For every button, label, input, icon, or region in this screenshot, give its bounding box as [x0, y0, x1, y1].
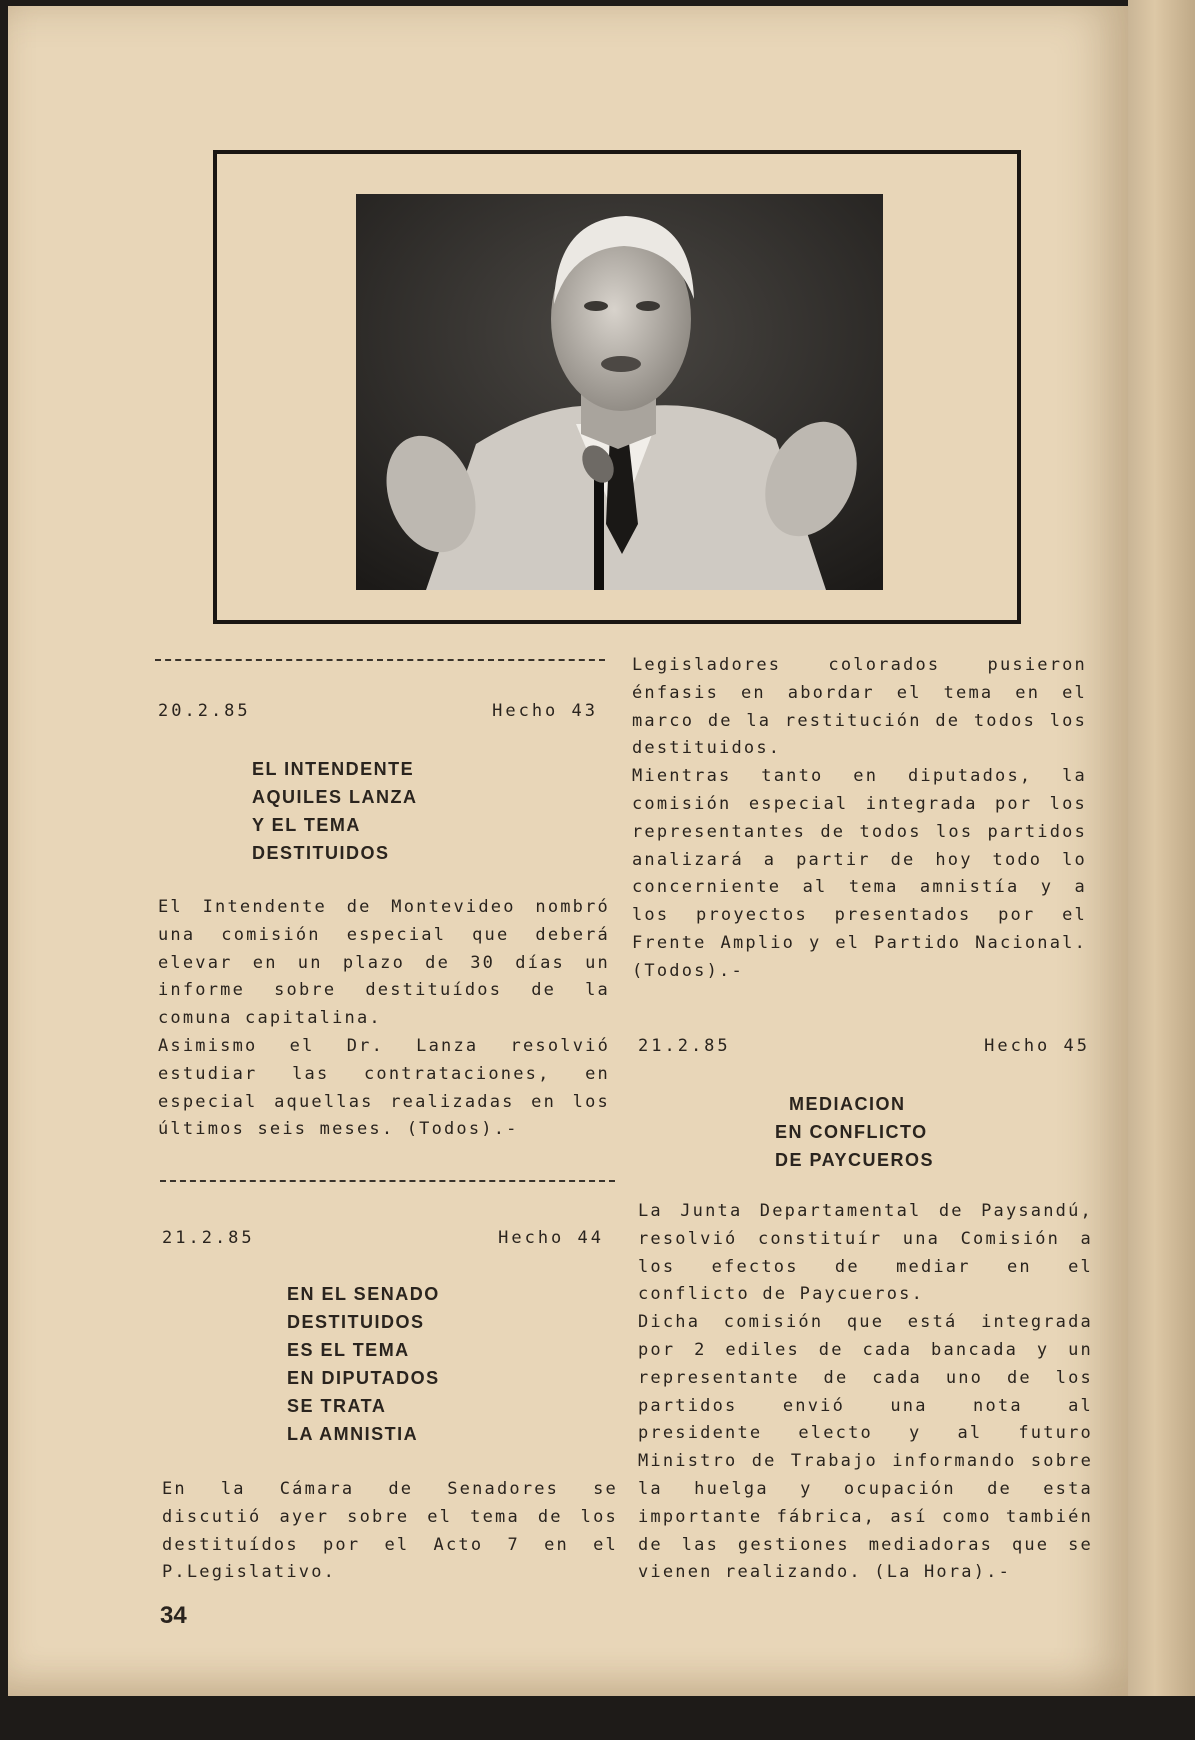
article-number: Hecho 44	[498, 1228, 604, 1248]
paragraph: La Junta Departamental de Paysandú, resolvió constituír una Comisión a los efectos de mediar en el conflicto de Paycueros.	[638, 1201, 1093, 1305]
article-44-headline	[287, 1280, 440, 1448]
article-43-headline	[252, 755, 418, 867]
article-number: Hecho 45	[984, 1036, 1090, 1056]
headline-line: EN CONFLICTO	[775, 1122, 928, 1142]
headline-line: SE TRATA	[287, 1396, 387, 1416]
section-divider	[155, 659, 605, 661]
article-date: 21.2.85	[162, 1228, 255, 1248]
article-45-body	[638, 1198, 1093, 1587]
adjacent-page-edge	[1128, 0, 1195, 1740]
article-date: 20.2.85	[158, 701, 251, 721]
section-divider	[160, 1180, 615, 1182]
headline-line: DESTITUIDOS	[287, 1312, 425, 1332]
paragraph: El Intendente de Montevideo nombró una comisión especial que deberá elevar en un plazo de 30 días un informe sobre destituídos de la comuna capitalina.	[158, 897, 610, 1029]
article-45-dateline	[638, 1036, 1090, 1056]
headline-line: EN DIPUTADOS	[287, 1368, 440, 1388]
headline-line: AQUILES LANZA	[252, 787, 418, 807]
paragraph: Asimismo el Dr. Lanza resolvió estudiar las contrataciones, en especial aquellas realizadas en los últimos seis meses. (Todos).-	[158, 1035, 610, 1140]
headline-line: ES EL TEMA	[287, 1340, 410, 1360]
headline-line: EN EL SENADO	[287, 1284, 440, 1304]
article-43-body	[158, 894, 610, 1144]
article-44-body	[162, 1476, 618, 1587]
article-44-dateline	[162, 1228, 604, 1248]
article-number: Hecho 43	[492, 701, 598, 721]
page-number: 34	[160, 1602, 187, 1629]
article-44-continued-body	[632, 652, 1087, 986]
headline-line: DESTITUIDOS	[252, 843, 390, 863]
speaker-photo-icon	[356, 194, 883, 590]
article-45-headline	[775, 1090, 934, 1174]
scan-background	[0, 1696, 1195, 1740]
article-date: 21.2.85	[638, 1036, 731, 1056]
paragraph: Legisladores colorados pusieron énfasis en abordar el tema en el marco de la restitución de todos los destituidos.	[632, 655, 1087, 759]
headline-line: Y EL TEMA	[252, 815, 361, 835]
article-43-dateline	[158, 701, 598, 721]
paragraph: Mientras tanto en diputados, la comisión especial integrada por los representantes de todos los partidos analizará a partir de hoy todo lo concerniente al tema amnistía y a los proyectos presentados por el Frente Amplio y el Partido Nacional. (Todos).-	[632, 766, 1087, 981]
paragraph: En la Cámara de Senadores se discutió ayer sobre el tema de los destituídos por el Acto 7 en el P.Legislativo.	[162, 1479, 618, 1583]
speaker-portrait-photo	[356, 194, 883, 590]
headline-line: EL INTENDENTE	[252, 759, 415, 779]
headline-line: MEDIACION	[789, 1094, 906, 1114]
headline-line: DE PAYCUEROS	[775, 1150, 935, 1170]
headline-line: LA AMNISTIA	[287, 1424, 419, 1444]
paragraph: Dicha comisión que está integrada por 2 ediles de cada bancada y un representante de cada uno de los partidos envió una nota al presidente electo y al futuro Ministro de Trabajo informando sobre la huelga y ocupación de esta importante fábrica, así como también de las gestiones mediadoras que se vienen realizando. (La Hora).-	[638, 1312, 1093, 1583]
